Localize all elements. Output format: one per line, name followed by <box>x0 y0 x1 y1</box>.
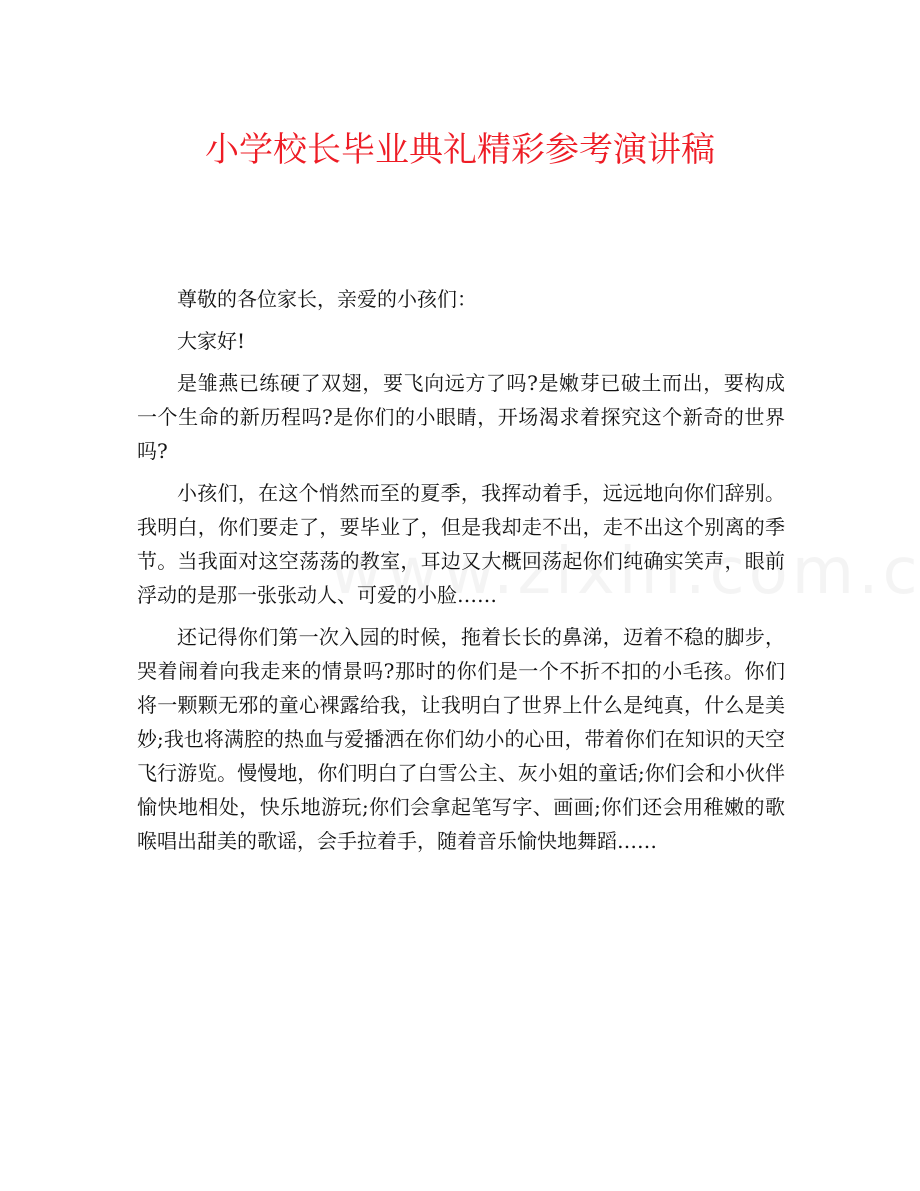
paragraph: 是雏燕已练硬了双翅，要飞向远方了吗?是嫩芽已破土而出，要构成一个生命的新历程吗?是你们的小眼睛，开场渴求着探究这个新奇的世界吗? <box>137 371 785 463</box>
paragraph: 小孩们，在这个悄然而至的夏季，我挥动着手，远远地向你们辞别。我明白，你们要走了，要毕业了，但是我却走不出，走不出这个别离的季节。当我面对这空荡荡的教室，耳边又大概回荡起你们纯确实笑声，眼前浮动的是那一张张动人、可爱的小脸…… <box>137 481 785 607</box>
paragraph-greeting: 大家好! <box>177 329 246 353</box>
document-title: 小学校长毕业典礼精彩参考演讲稿 <box>205 130 715 170</box>
paragraph: 还记得你们第一次入园的时候，拖着长长的鼻涕，迈着不稳的脚步，哭着闹着向我走来的情景吗?那时的你们是一个不折不扣的小毛孩。你们将一颗颗无邪的童心裸露给我，让我明白了世界上什么是纯真，什么是美妙;我也将满腔的热血与爱播洒在你们幼小的心田，带着你们在知识的天空飞行游览。慢慢地，你们明白了白雪公主、灰小姐的童话;你们会和小伙伴愉快地相处，快乐地游玩;你们会拿起笔写字、画画;你们还会用稚嫩的歌喉唱出甜美的歌谣，会手拉着手，随着音乐愉快地舞蹈…… <box>137 625 785 853</box>
paragraph-salutation: 尊敬的各位家长，亲爱的小孩们： <box>177 287 477 311</box>
document-body <box>137 282 785 866</box>
